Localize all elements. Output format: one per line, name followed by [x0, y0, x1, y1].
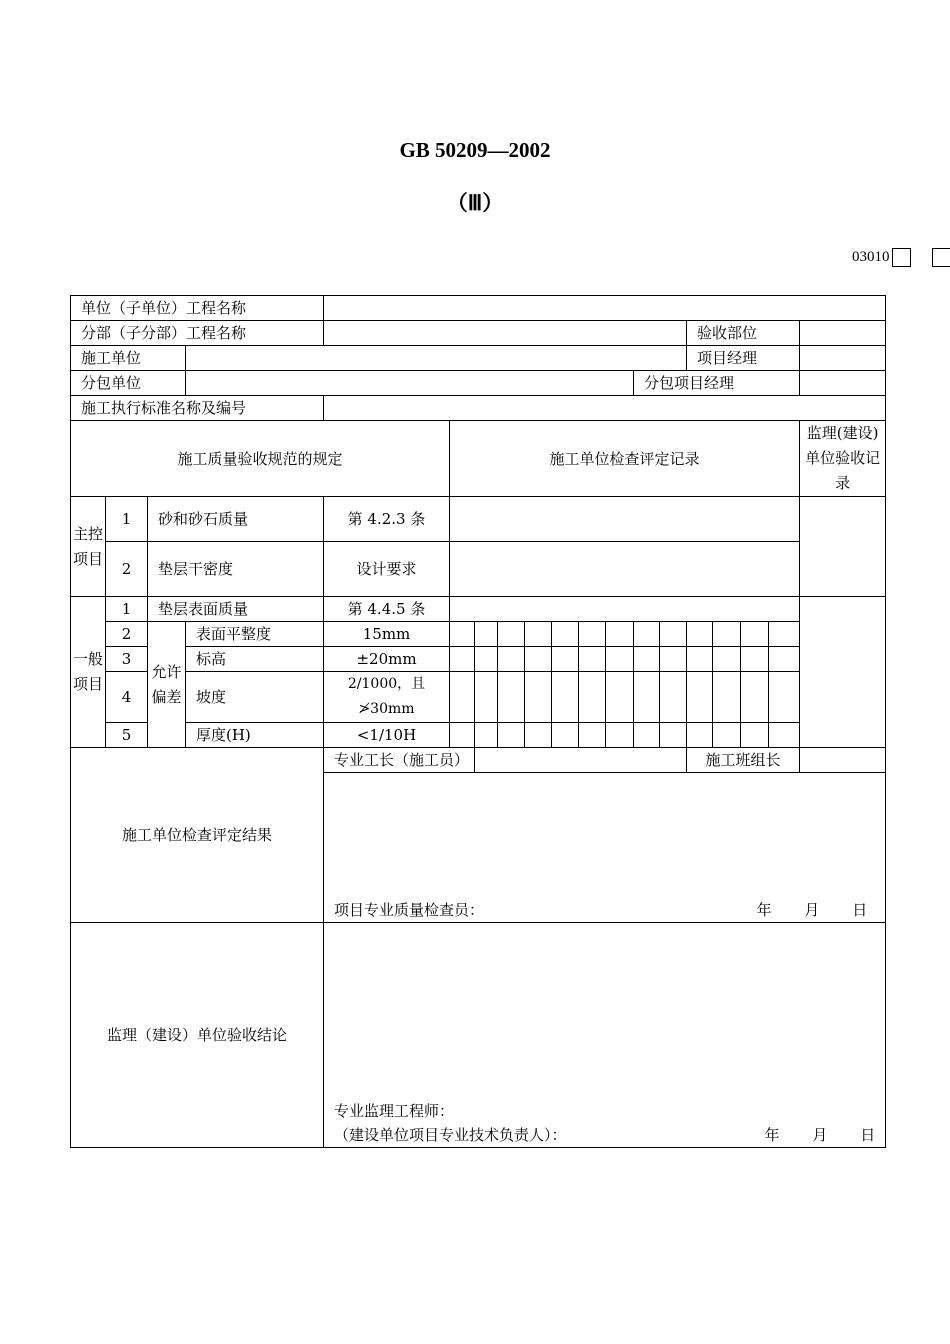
measure-cell[interactable] — [769, 647, 800, 672]
project-manager-label: 项目经理 — [687, 346, 800, 371]
measure-cell[interactable] — [741, 672, 769, 723]
measure-cell[interactable] — [660, 672, 687, 723]
date-month: 月 — [812, 1126, 828, 1144]
conclusion-date — [765, 1123, 876, 1147]
general-item-requirement: 15mm — [324, 622, 450, 647]
main-item-requirement: 第 4.2.3 条 — [324, 497, 450, 542]
main-item-no: 2 — [106, 542, 148, 597]
date-year: 年 — [764, 1126, 780, 1144]
measure-cell[interactable] — [687, 672, 713, 723]
inspection-part-label: 验收部位 — [687, 321, 800, 346]
date-day: 日 — [852, 901, 868, 919]
general-items-supervisor-record[interactable] — [800, 597, 886, 748]
document-subtitle: （Ⅲ） — [446, 191, 504, 215]
general-item-requirement: <1/10H — [324, 723, 450, 748]
measure-cell[interactable] — [769, 723, 800, 748]
sub-project-label: 分部（子分部）工程名称 — [71, 321, 324, 346]
form-code-prefix: 03010 — [852, 249, 890, 265]
general-item-name: 坡度 — [186, 672, 324, 723]
general-item-name: 厚度(H) — [186, 723, 324, 748]
main-item-record[interactable] — [450, 542, 800, 597]
unit-project-field[interactable] — [324, 296, 886, 321]
engineer-label: 专业监理工程师： — [334, 1102, 455, 1120]
measure-cell[interactable] — [552, 622, 579, 647]
sub-project-manager-label: 分包项目经理 — [634, 371, 800, 396]
general-item-requirement: ±20mm — [324, 647, 450, 672]
measure-cell[interactable] — [660, 723, 687, 748]
general-item-requirement: 第 4.4.5 条 — [324, 597, 450, 622]
date-year: 年 — [756, 901, 772, 919]
team-leader-field[interactable] — [800, 748, 886, 773]
inspector-date — [757, 898, 868, 922]
general-item-name: 标高 — [186, 647, 324, 672]
contractor-record-header: 施工单位检查评定记录 — [450, 421, 800, 497]
measure-cell[interactable] — [741, 723, 769, 748]
main-item-name: 垫层干密度 — [148, 542, 324, 597]
contractor-result-area[interactable] — [324, 773, 886, 923]
general-item-no: 3 — [106, 647, 148, 672]
measure-cell[interactable] — [475, 723, 498, 748]
general-item-no: 2 — [106, 622, 148, 647]
measure-cell[interactable] — [769, 672, 800, 723]
measure-cell[interactable] — [579, 647, 606, 672]
measure-cell[interactable] — [687, 647, 713, 672]
measure-cell[interactable] — [450, 647, 475, 672]
date-month: 月 — [804, 901, 820, 919]
measure-cell[interactable] — [741, 647, 769, 672]
measure-cell[interactable] — [769, 622, 800, 647]
measure-cell[interactable] — [713, 647, 741, 672]
main-items-supervisor-record[interactable] — [800, 497, 886, 597]
measure-cell[interactable] — [741, 622, 769, 647]
measure-cell[interactable] — [713, 672, 741, 723]
general-item-no: 1 — [106, 597, 148, 622]
team-leader-label: 施工班组长 — [687, 748, 800, 773]
general-item-name: 垫层表面质量 — [148, 597, 324, 622]
supervisor-record-header: 监理(建设)单位验收记录 — [800, 421, 886, 497]
measure-cell[interactable] — [579, 622, 606, 647]
measure-cell[interactable] — [634, 622, 660, 647]
foreman-field[interactable] — [475, 748, 687, 773]
measure-cell[interactable] — [552, 672, 579, 723]
measure-cell[interactable] — [687, 723, 713, 748]
main-item-record[interactable] — [450, 497, 800, 542]
subcontractor-field[interactable] — [186, 371, 634, 396]
contractor-label: 施工单位 — [71, 346, 186, 371]
general-item-requirement: 2/1000，且≯30mm — [324, 672, 450, 723]
measure-cell[interactable] — [525, 647, 552, 672]
measure-cell[interactable] — [606, 723, 634, 748]
measure-cell[interactable] — [660, 622, 687, 647]
measure-cell[interactable] — [498, 723, 525, 748]
measure-cell[interactable] — [498, 647, 525, 672]
measure-cell[interactable] — [634, 723, 660, 748]
measure-cell[interactable] — [450, 622, 475, 647]
measure-cell[interactable] — [713, 622, 741, 647]
measure-cell[interactable] — [606, 672, 634, 723]
spec-rules-header: 施工质量验收规范的规定 — [71, 421, 450, 497]
main-item-requirement: 设计要求 — [324, 542, 450, 597]
measure-cell[interactable] — [713, 723, 741, 748]
supervisor-conclusion-area[interactable] — [324, 923, 886, 1148]
inspection-part-field[interactable] — [800, 321, 886, 346]
measure-cell[interactable] — [450, 672, 475, 723]
main-items-group-label: 主控项目 — [71, 497, 106, 597]
standard-label: 施工执行标准名称及编号 — [71, 396, 324, 421]
date-day: 日 — [860, 1126, 876, 1144]
measure-cell[interactable] — [634, 647, 660, 672]
sub-project-manager-field[interactable] — [800, 371, 886, 396]
measure-cell[interactable] — [606, 647, 634, 672]
inspector-label: 项目专业质量检查员： — [334, 901, 485, 919]
contractor-result-label: 施工单位检查评定结果 — [71, 748, 324, 923]
general-item-record[interactable] — [450, 597, 800, 622]
measure-cell[interactable] — [525, 723, 552, 748]
owner-label: （建设单位项目专业技术负责人）： — [334, 1126, 567, 1144]
project-manager-field[interactable] — [800, 346, 886, 371]
measure-cell[interactable] — [450, 723, 475, 748]
measure-cell[interactable] — [552, 723, 579, 748]
measure-cell[interactable] — [475, 672, 498, 723]
measure-cell[interactable] — [687, 622, 713, 647]
document-title: GB 50209—2002 — [399, 138, 551, 162]
main-item-name: 砂和砂石质量 — [148, 497, 324, 542]
measure-cell[interactable] — [475, 647, 498, 672]
measure-cell[interactable] — [498, 672, 525, 723]
measure-cell[interactable] — [525, 672, 552, 723]
foreman-label: 专业工长（施工员） — [324, 748, 475, 773]
sub-project-field[interactable] — [324, 321, 687, 346]
supervisor-conclusion-label: 监理（建设）单位验收结论 — [71, 923, 324, 1148]
general-items-group-label: 一般项目 — [71, 597, 106, 748]
code-box-1[interactable] — [892, 248, 911, 267]
general-item-name: 表面平整度 — [186, 622, 324, 647]
measure-cell[interactable] — [634, 672, 660, 723]
measure-cell[interactable] — [606, 622, 634, 647]
measure-cell[interactable] — [498, 622, 525, 647]
measure-cell[interactable] — [525, 622, 552, 647]
measure-cell[interactable] — [552, 647, 579, 672]
measure-cell[interactable] — [475, 622, 498, 647]
measure-cell[interactable] — [579, 672, 606, 723]
form-code — [852, 248, 950, 267]
standard-field[interactable] — [324, 396, 886, 421]
subcontractor-label: 分包单位 — [71, 371, 186, 396]
general-item-no: 5 — [106, 723, 148, 748]
general-item-no: 4 — [106, 672, 148, 723]
contractor-field[interactable] — [186, 346, 687, 371]
measure-cell[interactable] — [660, 647, 687, 672]
deviation-label: 允许偏差 — [148, 622, 186, 748]
measure-cell[interactable] — [579, 723, 606, 748]
unit-project-label: 单位（子单位）工程名称 — [71, 296, 324, 321]
code-box-2[interactable] — [932, 248, 950, 267]
main-item-no: 1 — [106, 497, 148, 542]
inspection-form — [70, 295, 886, 1148]
